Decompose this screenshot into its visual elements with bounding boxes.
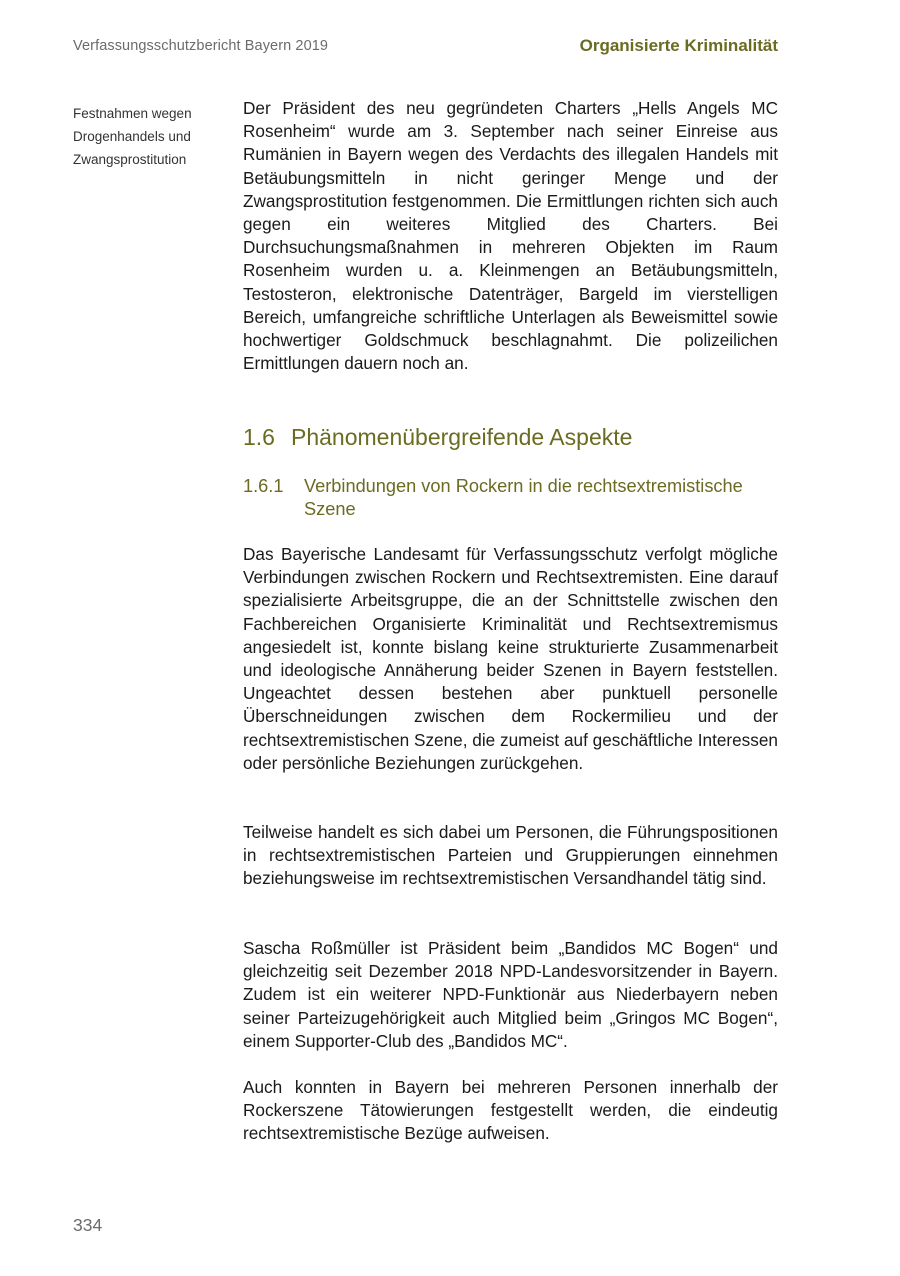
margin-note xyxy=(73,102,223,171)
paragraph-rossmueller: Sascha Roßmüller ist Präsident beim „Bandidos MC Bogen“ und gleichzeitig seit Dezember 2018 NPD-Landesvorsitzender in Bayern. Zudem ist ein weiterer NPD-Funktionär aus Niederbayern neben seiner Parteizugehörigkeit auch Mitglied beim „Gringos MC Bogen“, einem Supporter-Club des „Bandidos MC“. xyxy=(243,938,778,1051)
margin-note-line: Festnahmen wegen xyxy=(73,106,192,121)
subsection-heading xyxy=(243,475,778,521)
paragraph-rossmueller-block xyxy=(243,937,778,1053)
paragraph-persons-block xyxy=(243,821,778,891)
subsection-number: 1.6.1 xyxy=(243,476,284,496)
paragraph-arrest-block xyxy=(243,97,778,375)
running-header-chapter: Organisierte Kriminalität xyxy=(579,36,778,55)
paragraph-arrest: Der Präsident des neu gegründeten Charters „Hells Angels MC Rosenheim“ wurde am 3. September nach seiner Einreise aus Rumänien in Bayern wegen des Verdachts des illegalen Handels mit Betäubungsmitteln in nicht geringer Menge und der Zwangsprostitution festgenommen. Die Ermittlungen richten sich auch gegen ein weiteres Mitglied des Charters. Bei Durchsuchungsmaßnahmen in mehreren Objekten im Raum Rosenheim wurden u. a. Kleinmengen an Betäubungsmitteln, Testosteron, elektronische Datenträger, Bargeld im vierstelligen Bereich, umfangreiche schriftliche Unterlagen als Beweismittel sowie hochwertiger Goldschmuck beschlagnahmt. Die polizeilichen Ermittlungen dauern noch an. xyxy=(243,98,778,374)
page-number: 334 xyxy=(73,1215,103,1235)
paragraph-tattoos-block xyxy=(243,1076,778,1146)
paragraph-persons: Teilweise handelt es sich dabei um Personen, die Führungspositionen in rechtsextremistischen Parteien und Gruppierungen einnehmen beziehungsweise im rechtsextremistischen Versandhandel tätig sind. xyxy=(243,822,778,889)
running-header-publication: Verfassungsschutzbericht Bayern 2019 xyxy=(73,38,329,54)
paragraph-lfv-block xyxy=(243,543,778,775)
section-title: Phänomenübergreifende Aspekte xyxy=(291,424,633,450)
paragraph-tattoos: Auch konnten in Bayern bei mehreren Personen innerhalb der Rockerszene Tätowierungen festgestellt werden, die eindeutig rechtsextremistische Bezüge aufweisen. xyxy=(243,1077,778,1144)
section-number: 1.6 xyxy=(243,424,275,450)
margin-note-line: Drogenhandels und xyxy=(73,129,191,144)
section-heading xyxy=(243,424,632,451)
margin-note-line: Zwangsprostitution xyxy=(73,152,187,167)
subsection-title: Verbindungen von Rockern in die rechtsextremistische Szene xyxy=(304,476,743,519)
paragraph-lfv: Das Bayerische Landesamt für Verfassungsschutz verfolgt mögliche Verbindungen zwischen Rockern und Rechtsextremisten. Eine darauf spezialisierte Arbeitsgruppe, die an der Schnittstelle zwischen den Fachbereichen Organisierte Kriminalität und Rechtsextremismus angesiedelt ist, konnte bislang keine strukturierte Zusammenarbeit und ideologische Annäherung beider Szenen in Bayern feststellen. Ungeachtet dessen bestehen aber punktuell personelle Überschneidungen zwischen dem Rockermilieu und der rechtsextremistischen Szene, die zumeist auf geschäftliche Interessen oder persönliche Beziehungen zurückgehen. xyxy=(243,544,778,773)
